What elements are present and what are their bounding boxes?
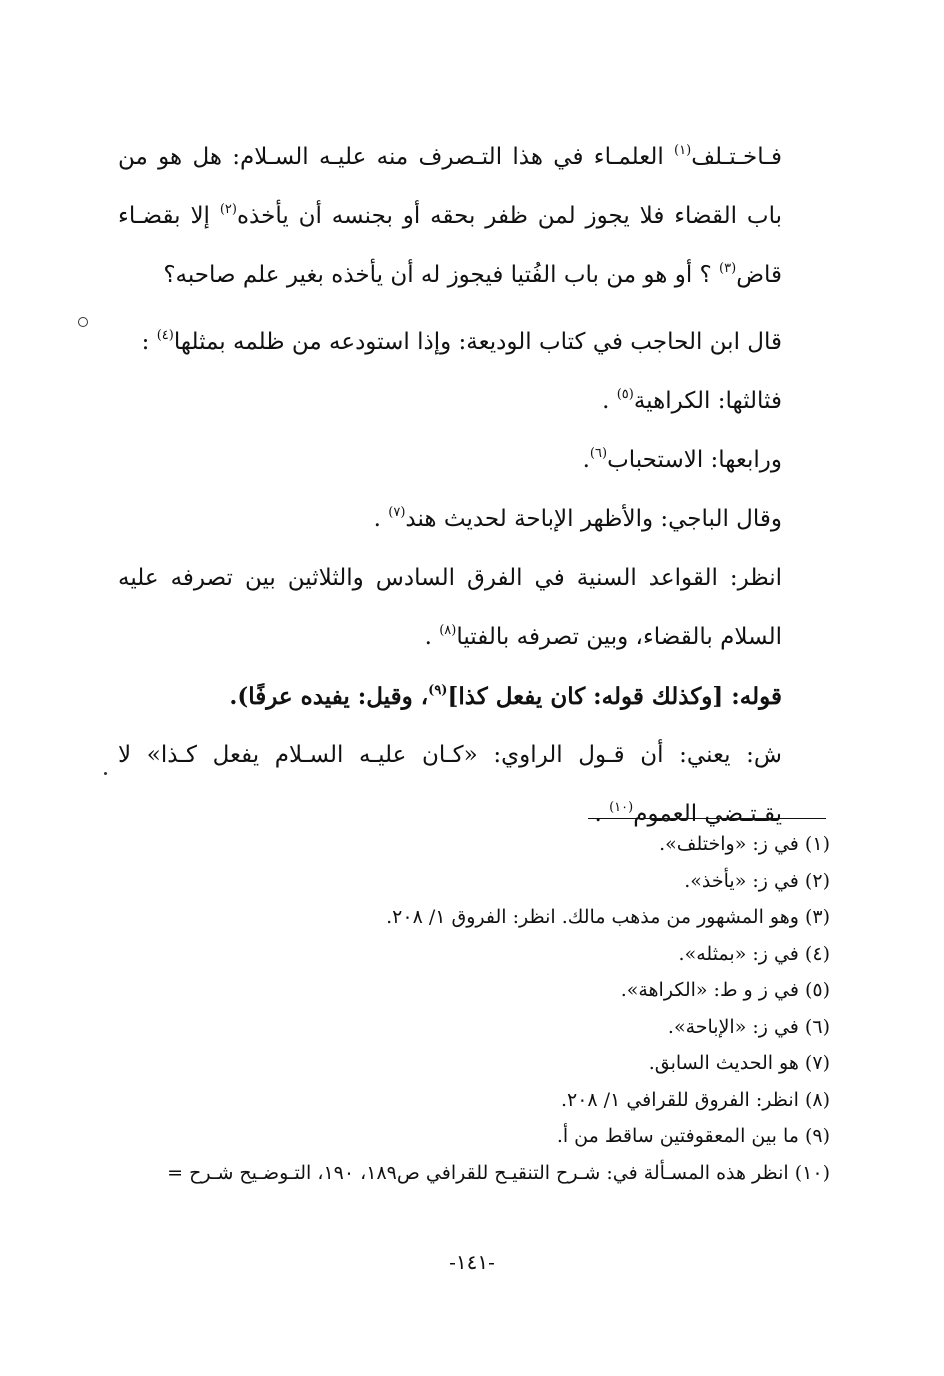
footnote-ref-4[interactable]: (٤): [156, 328, 174, 343]
paragraph-3: فثالثها: الكراهية$^{(٥)}$ .: [602, 387, 782, 414]
paragraph-1: فـاخـتـلف$^{(١)}$ العلمـاء في هذا التـصرف منه عليـه السـلام: هل هو من باب القضاء فلا يجوز لمن ظفر بحقه أو بجنسه أن يأخذه$^{(٢)}$ إلا بقضـاء قاض$^{(٣)}$ ؟ أو هو من باب الفُتيا فيجوز له أن يأخذه بغير علم صاحبه؟: [118, 143, 782, 288]
footnote-separator: [588, 818, 826, 819]
footnote-9: (٩) ما بين المعقوفتين ساقط من أ.: [556, 1125, 830, 1147]
paragraph-7-quote: قوله: [وكذلك قوله: كان يفعل كذا]$^{(٩)}$، وقيل: يفيده عرفًا).: [229, 683, 782, 710]
footnote-5: (٥) في ز و ط: «الكراهة».: [620, 979, 830, 1001]
scan-speck: [78, 317, 88, 327]
footnote-10: (١٠) انظر هذه المسـألة في: شـرح التنقيـح للقرافي ص١٨٩، ١٩٠، التـوضـيح شـرح =: [167, 1161, 830, 1184]
paragraph-8: ش: يعني: أن قـول الراوي: «كـان عليـه السـلام يفعل كـذا» لا يقـتـضي العموم$^{(١٠)}$ .: [118, 742, 783, 827]
footnote-ref-8[interactable]: (٨): [439, 623, 457, 638]
footnote-ref-7[interactable]: (٧): [388, 505, 406, 520]
footnote-ref-6[interactable]: (٦): [589, 446, 608, 461]
footnote-ref-10[interactable]: (١٠): [609, 800, 634, 815]
paragraph-2: قال ابن الحاجب في كتاب الوديعة: وإذا استودعه من ظلمه بمثلها$^{(٤)}$ :: [141, 328, 782, 355]
footnote-ref-3[interactable]: (٣): [719, 261, 737, 276]
main-text: [118, 128, 830, 844]
paragraph-6: انظر: القواعد السنية في الفرق السادس والثلاثين بين تصرفه عليه السلام بالقضاء، وبين تصرفه بالفتيا$^{(٨)}$ .: [118, 565, 782, 650]
footnote-ref-2[interactable]: (٢): [219, 202, 237, 217]
footnote-3: (٣) وهو المشهور من مذهب مالك. انظر: الفروق ١/ ٢٠٨.: [386, 906, 830, 928]
paragraph-5: وقال الباجي: والأظهر الإباحة لحديث هند$^{(٧)}$ .: [373, 505, 782, 532]
footnote-ref-5[interactable]: (٥): [616, 387, 634, 402]
footnote-6: (٦) في ز: «الإباحة».: [667, 1015, 830, 1038]
page-number: -١٤١-: [449, 1250, 495, 1274]
footnote-8: (٨) انظر: الفروق للقرافي ١/ ٢٠٨.: [560, 1088, 830, 1111]
paragraph-4: ورابعها: الاستحباب$^{(٦)}$.: [582, 446, 782, 473]
footnote-4: (٤) في ز: «بمثله».: [678, 942, 830, 965]
footnote-1: (١) في ز: «واختلف».: [659, 833, 830, 855]
footnote-ref-9[interactable]: (٩): [428, 683, 448, 698]
footnote-2: (٢) في ز: «يأخذ».: [684, 869, 830, 892]
footnote-ref-1[interactable]: (١): [674, 143, 692, 158]
footnote-7: (٧) هو الحديث السابق.: [648, 1052, 830, 1074]
footnotes: [100, 826, 830, 1191]
scan-dot: [104, 772, 107, 775]
